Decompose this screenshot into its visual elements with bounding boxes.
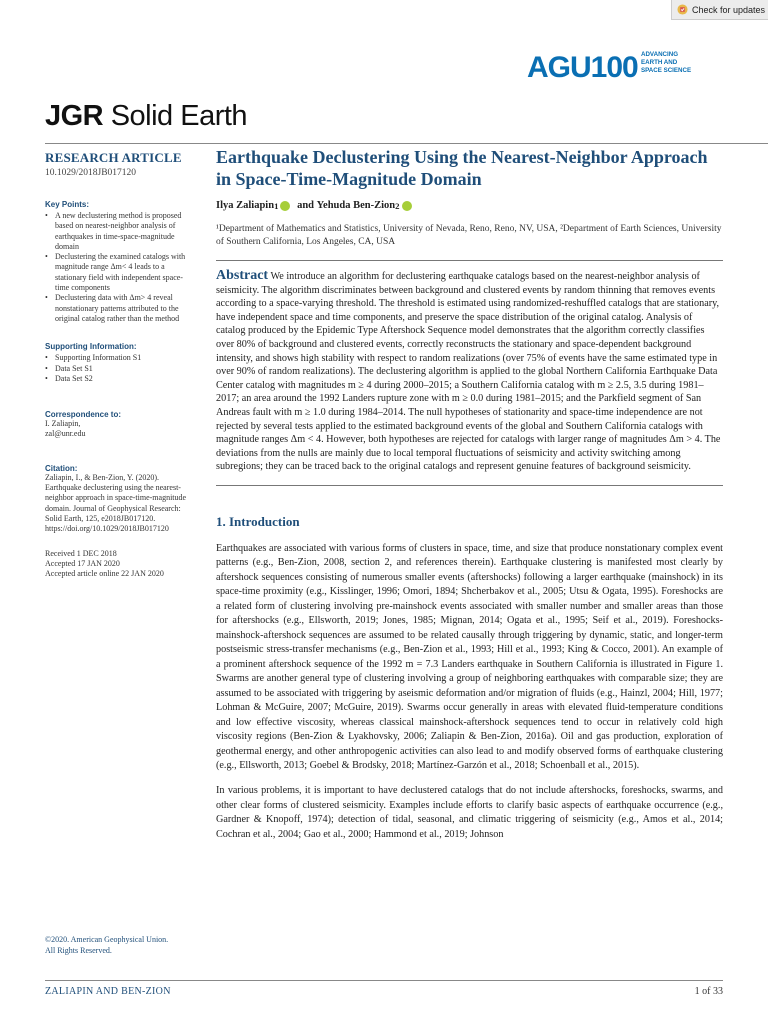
list-item[interactable]: • Data Set S1 [45, 364, 193, 374]
online-date: Accepted article online 22 JAN 2020 [45, 569, 164, 579]
agu-tagline-1: ADVANCING [641, 51, 679, 58]
copyright-notice [45, 935, 195, 956]
accepted-date: Accepted 17 JAN 2020 [45, 558, 120, 568]
key-points-heading: Key Points: [45, 200, 90, 209]
journal-title-bold: JGR [45, 100, 104, 132]
check-for-updates-button[interactable] [671, 0, 768, 20]
copyright-line-2: All Rights Reserved. [45, 945, 112, 955]
body-paragraph: In various problems, it is important to have declustered catalogs that do not include aftershocks, foreshocks, swarms, and other clear forms of clustered seismicity. Examples include efforts to clarify basic aspects of earthquake occurrence (e.g., Gardner & Knopoff, 1974); detection of tidal, seasonal, and climatic triggering of seismicity (e.g., Amos et al., 2014; Cochran et al., 2004; Gao et al., 2000; Hammond et al., 2019; Johnson [216, 785, 723, 840]
abstract [216, 269, 723, 474]
citation-text: Zaliapin, I., & Ben-Zion, Y. (2020). Earthquake declustering using the nearest-neighbor approach in space-time-magnitude domain. Journal of Geophysical Research: Solid Earth, 125, e2018JB017120. https://doi.org/10.1029/2018JB017120 [45, 472, 187, 534]
author-affil-sup: 1 [274, 200, 279, 211]
author-join: and [294, 200, 317, 211]
affiliations: ¹Department of Mathematics and Statistics, University of Nevada, Reno, Reno, NV, USA, ²Department of Earth Sciences, University of Southern California, Los Angeles, CA, USA [216, 224, 722, 247]
list-item: • A new declustering method is proposed based on nearest-neighbor analysis of earthquakes in time-space-magnitude domain [45, 211, 193, 252]
agu100-logo[interactable] [527, 47, 717, 83]
article-sidebar [45, 150, 193, 579]
article-type: RESEARCH ARTICLE [45, 150, 182, 165]
list-item: • Declustering data with Δm> 4 reveal nonstationary patterns attributed to the original catalog rather than the method [45, 293, 193, 324]
abstract-divider-bottom [216, 485, 723, 486]
abstract-divider-top [216, 260, 723, 261]
article-main [216, 146, 723, 852]
article-title: Earthquake Declustering Using the Nearest-Neighbor Approach in Space-Time-Magnitude Domain [216, 147, 708, 189]
orcid-icon[interactable] [280, 201, 290, 211]
author-name: Yehuda Ben-Zion [316, 200, 396, 211]
key-points-list [45, 211, 193, 324]
author-list [216, 200, 723, 211]
list-item[interactable]: • Data Set S2 [45, 374, 193, 384]
list-item: • Declustering the examined catalogs with magnitude range Δm< 4 leads to a stationary field with independent space-time components [45, 252, 193, 293]
body-paragraph: Earthquakes are associated with various forms of clusters in space, time, and size that produce nonstationary complex event patterns (e.g., Ben-Zion, 2008, section 2, and references therein). Earthquake clustering is manifested most clearly by aftershock sequences consisting of numerous smaller events (aftershocks) following a larger earthquake (mainshock) in its space-time proximity (e.g., Kisslinger, 1996; Omori, 1894; Shcherbakov et al., 2005; Utsu & Ogata, 1995). Foreshocks are a related form of clustering involving pre-mainshock events associated with smaller number and smaller areas than those for aftershocks (e.g., Ellsworth, 2019; Jones, 1985; Mignan, 2014; Ogata et al., 1995; Seif et al., 2019). Foreshocks-mainshock-aftershock sequences are assumed to be related causally through triggering by dynamic, static, and longer-term postseismic stress-transfer mechanisms (e.g., Ben-Zion et al., 1993; Hill et al., 1993; King & Cocco, 2001). An example of a prominent aftershock sequence of the 1992 m = 7.3 Landers earthquake in Southern California is illustrated in Figure 1. Swarms are another general type of clustering involving a group of neighboring earthquakes with comparable size; they are assumed to be associated with triggering by aseismic deformation and/or migration of fluids (e.g., Hainzl, 2004; Hill, 1977; Lohman & McGuire, 2007; McGuire, 2019). Swarms occur generally in areas with elevated fluid-temperature conditions and low effective viscosity, whereas classical mainshock-aftershock sequences tend to occur in relatively cold high viscosity regions (Ben-Zion & Lyakhovsky, 2006; Zaliapin & Ben-Zion, 2016a). Oil and gas production, exploration of geothermal energy, and other anthropogenic activities can also lead to and modify observed forms of earthquake clustering (e.g., Ellsworth, 2013; Goebel & Brodsky, 2018; Martínez-Garzón et al., 2018; Schoenball et al., 2015). [216, 542, 723, 772]
abstract-text: We introduce an algorithm for declustering earthquake catalogs based on the nearest-neighbor analysis of seismicity. The algorithm discriminates between background and clustered events by random thinning that removes events according to a space-varying threshold. The threshold is estimated using randomized-reshuffled catalogs that are stationary, have independent space and time components, and preserve the space distribution of the original catalog. Analysis of catalog produced by the Epidemic Type Aftershock Sequence model demonstrates that the algorithm correctly classifies over 80% of background and clustered events, correctly reconstructs the stationary and space-dependent background intensity, and shows high stability with respect to random realizations (over 75% of events have the same estimated type in over 90% of random realizations). The declustering algorithm is applied to the global Northern California Earthquake Data Center catalog with magnitudes m ≥ 4 during 2000–2015; a Southern California catalog with m ≥ 2.5, 3.5 during 1981–2017; an area around the 1992 Landers rupture zone with m ≥ 0.0 during 1981–2015; and the Parkfield segment of San Andreas fault with m ≥ 1.0 during 1984–2014. The null hypotheses of stationarity and space-time independence are not rejected by several tests applied to the estimated background events of the global and Southern California catalogs with magnitude ranges Δm < 4. However, both hypotheses are rejected for catalogs with larger range of magnitudes Δm > 4. The deviations from the nulls are mainly due to local temporal fluctuations of seismicity and activity switching among subregions; they can be traced back to the original catalogs and represent genuine features of background seismicity. [216, 271, 721, 473]
copyright-line-1: ©2020. American Geophysical Union. [45, 935, 169, 944]
running-footer-authors: ZALIAPIN AND BEN-ZION [45, 986, 171, 997]
correspondence-name: I. Zaliapin, [45, 419, 81, 429]
correspondence-heading: Correspondence to: [45, 410, 122, 420]
check-for-updates-label: Check for updates [692, 4, 766, 15]
journal-title [45, 100, 247, 133]
author-affil-sup: 2 [395, 200, 400, 211]
agu-logo-text: AGU100 [527, 51, 638, 83]
abstract-heading: Abstract [216, 268, 269, 283]
author-name: Ilya Zaliapin [216, 200, 275, 211]
article-doi[interactable]: 10.1029/2018JB017120 [45, 168, 137, 178]
crossmark-icon [677, 4, 688, 15]
correspondence-email[interactable]: zal@unr.edu [45, 429, 86, 439]
section-title: 1. Introduction [216, 513, 300, 529]
orcid-icon[interactable] [402, 201, 412, 211]
agu-tagline-3: SPACE SCIENCE [641, 67, 692, 74]
supporting-info-list [45, 353, 193, 384]
header-divider [45, 143, 768, 144]
received-date: Received 1 DEC 2018 [45, 548, 117, 558]
footer-divider [45, 980, 723, 981]
page-number: 1 of 33 [694, 986, 723, 997]
list-item[interactable]: • Supporting Information S1 [45, 353, 193, 363]
supporting-info-heading: Supporting Information: [45, 342, 137, 352]
citation-heading: Citation: [45, 463, 78, 473]
journal-title-rest: Solid Earth [103, 100, 248, 132]
agu-tagline-2: EARTH AND [641, 59, 678, 66]
